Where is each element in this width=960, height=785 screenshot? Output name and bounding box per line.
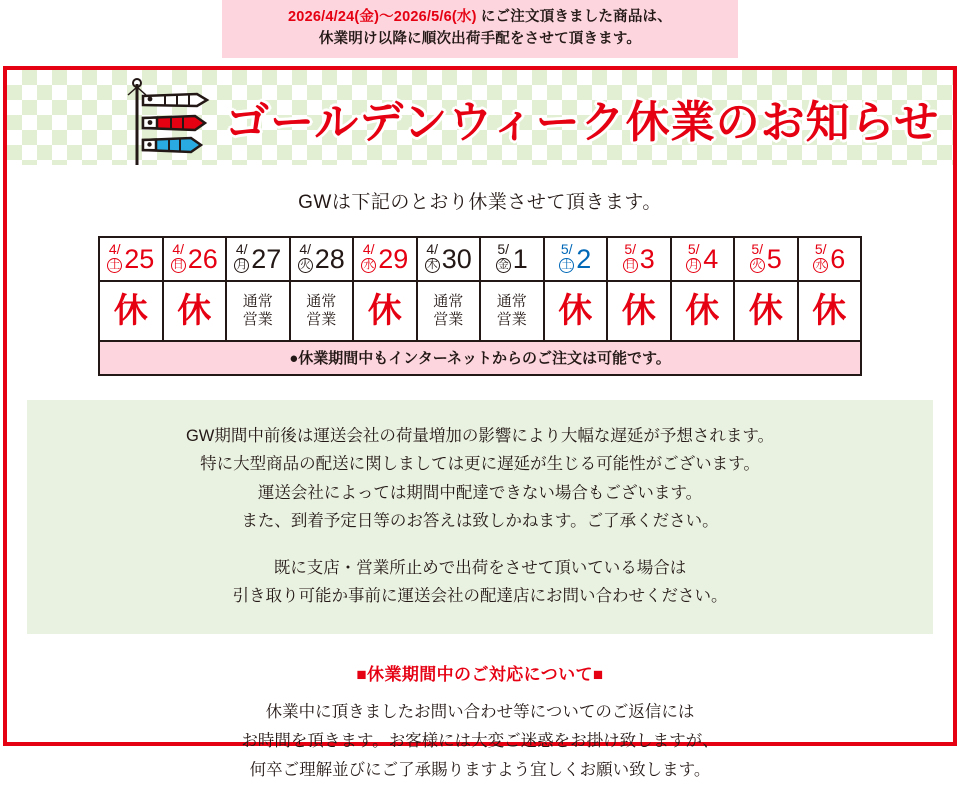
calendar-month-weekday: 4/ 火 [299,241,312,271]
calendar-day-number: 28 [314,243,345,274]
calendar-status-closed: 休 [113,292,148,330]
top-banner-line-2: 休業明け以降に順次出荷手配をさせて頂きます。 [318,31,642,48]
calendar-date-cell [607,237,671,281]
calendar-date-cell [353,237,417,281]
calendar-month-weekday: 5/ 日 [624,241,637,271]
calendar-date-cell [99,237,163,281]
shipping-delay-paragraph-2 [27,554,933,611]
support-line: 休業中に頂きましたお問い合わせ等についてのご返信には [265,703,695,722]
calendar-note: ●休業期間中もインターネットからのご注文は可能です。 [98,340,862,376]
calendar-date-cell [480,237,544,281]
calendar-status-cell [798,281,862,341]
calendar-status-cell [480,281,544,341]
calendar-status-cell [163,281,227,341]
calendar-day-number: 4 [703,243,719,274]
subtitle: GWは下記のとおり休業させて頂きます。 [298,192,662,213]
notice-line: 運送会社によっては期間中配達できない場合もございます。 [257,483,703,502]
page-title: ゴールデンウィーク休業のお知らせ [225,98,940,147]
calendar-date-cell [163,237,227,281]
calendar-day-number: 5 [766,243,782,274]
top-banner [222,0,738,58]
calendar-day-number: 25 [124,243,155,274]
calendar-month-weekday: 5/ 月 [687,241,700,271]
calendar-day-number: 6 [830,243,846,274]
calendar-status-cell [99,281,163,341]
calendar-status-open: 通常 営業 [242,293,273,328]
paragraph-spacer [27,536,933,554]
calendar-status-open: 通常 営業 [496,293,527,328]
calendar-status-closed: 休 [748,292,783,330]
calendar-month-weekday: 4/ 木 [426,241,439,271]
top-banner-line-1 [222,6,738,28]
calendar-day-number: 29 [378,243,409,274]
calendar-status-cell [671,281,735,341]
calendar-date-cell [417,237,481,281]
calendar-month-weekday: 5/ 金 [497,241,510,271]
support-line: お時間を頂きます。お客様には大変ご迷惑をお掛け致しますが、 [241,732,719,751]
calendar-status-cell [544,281,608,341]
calendar-day-number: 3 [639,243,655,274]
shipping-delay-paragraph-1 [27,422,933,536]
calendar-status-row [99,281,861,341]
calendar-month-weekday: 4/ 月 [235,241,248,271]
calendar-status-closed: 休 [558,292,593,330]
calendar-status-closed: 休 [621,292,656,330]
calendar-date-cell [544,237,608,281]
support-section [7,660,953,785]
calendar-day-number: 27 [251,243,282,274]
calendar-date-cell [226,237,290,281]
calendar-table [98,236,862,342]
support-line: 何卒ご理解並びにご了承賜りますよう宜しくお願い致します。 [249,761,711,779]
calendar-status-closed: 休 [685,292,720,330]
notice-line: また、到着予定日等のお答えは致しかねます。ご了承ください。 [241,512,719,531]
holiday-calendar [98,236,862,376]
calendar-status-closed: 休 [812,292,847,330]
shipping-delay-notice [27,400,933,634]
calendar-month-weekday: 4/ 水 [362,241,375,271]
calendar-status-cell [417,281,481,341]
support-body [7,698,953,785]
calendar-status-cell [607,281,671,341]
calendar-status-open: 通常 営業 [306,293,337,328]
calendar-status-cell [734,281,798,341]
calendar-status-closed: 休 [177,292,212,330]
calendar-month-weekday: 5/ 土 [560,241,573,271]
calendar-day-number: 26 [187,243,218,274]
calendar-day-number: 1 [512,243,528,274]
top-banner-line-1-rest: にご注文頂きました商品は、 [476,9,672,25]
calendar-month-weekday: 4/ 日 [172,241,185,271]
notice-line: 特に大型商品の配送に関しましては更に遅延が生じる可能性がございます。 [200,455,760,474]
calendar-month-weekday: 5/ 水 [814,241,827,271]
calendar-status-cell [226,281,290,341]
calendar-month-weekday: 4/ 土 [108,241,121,271]
notice-line: GW期間中前後は運送会社の荷量増加の影響により大幅な遅延が予想されます。 [185,427,775,445]
calendar-status-open: 通常 営業 [433,293,464,328]
notice-line: 引き取り可能か事前に運送会社の配達店にお問い合わせください。 [232,586,728,605]
calendar-date-cell [290,237,354,281]
top-banner-date-range: 2026/4/24(金)〜2026/5/6(水) [288,9,477,25]
calendar-status-cell [290,281,354,341]
calendar-status-closed: 休 [367,292,402,330]
notice-line: 既に支店・営業所止めで出荷をさせて頂いている場合は [273,558,687,577]
calendar-day-number: 2 [576,243,592,274]
calendar-date-cell [671,237,735,281]
calendar-date-cell [798,237,862,281]
calendar-date-cell [734,237,798,281]
calendar-day-number: 30 [441,243,472,274]
calendar-date-row [99,237,861,281]
support-heading: ■休業期間中のご対応について■ [356,665,604,685]
notice-frame [3,66,957,779]
koinobori-icon [119,78,219,165]
calendar-month-weekday: 5/ 火 [751,241,764,271]
calendar-status-cell [353,281,417,341]
notice-header [7,70,953,165]
